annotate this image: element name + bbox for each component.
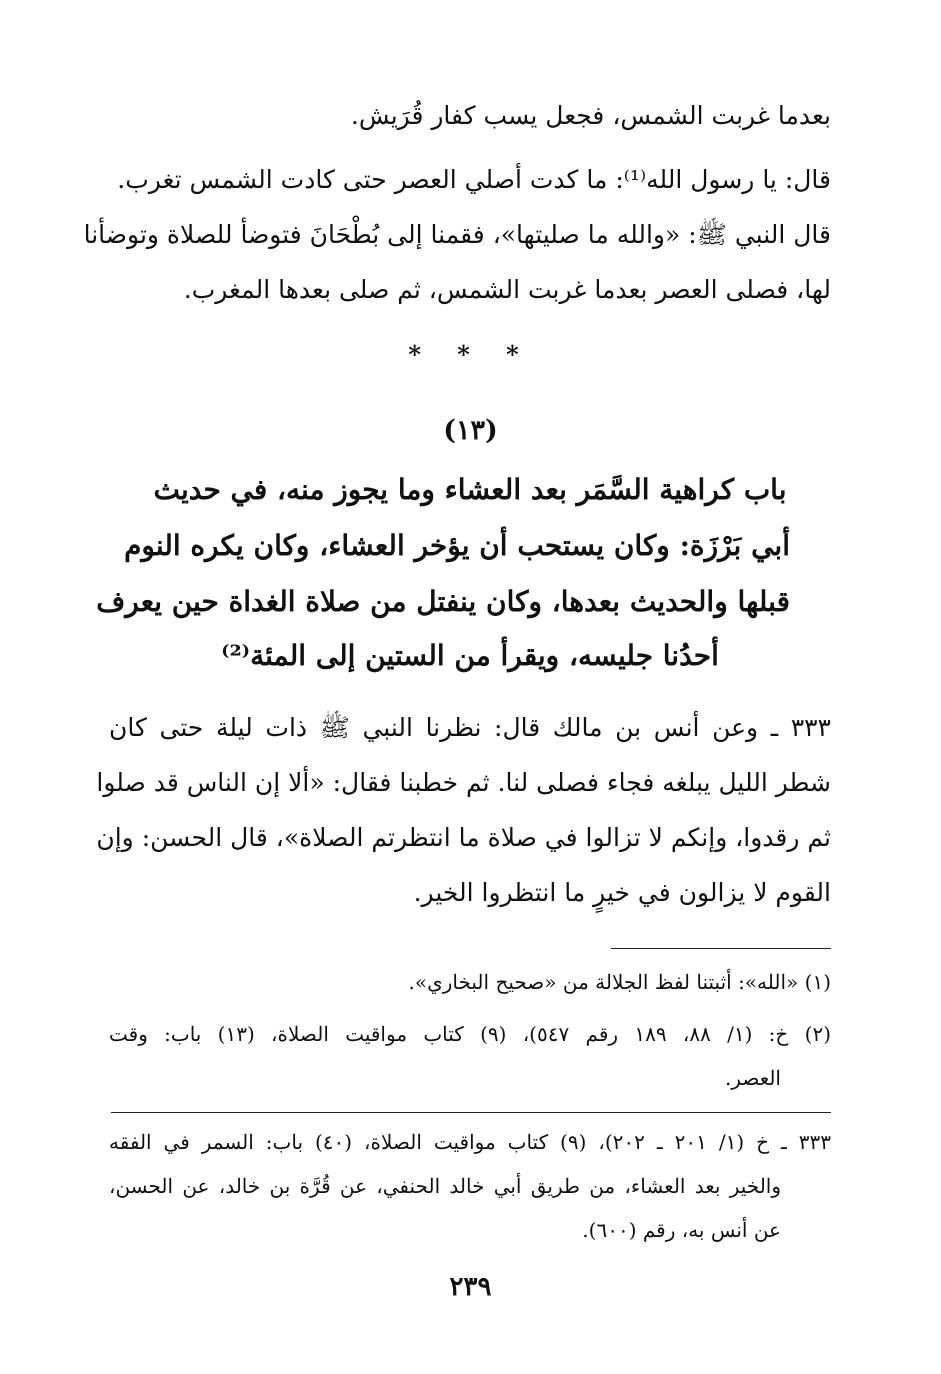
footnote-divider <box>611 948 831 949</box>
footnote-1: (١) «الله»: أثبتنا لفظ الجلالة من «صحيح البخاري». <box>408 970 831 994</box>
hadith-line-1: ٣٣٣ ـ وعن أنس بن مالك قال: نظرنا النبي ﷺ ذات ليلة حتى كان <box>109 713 831 742</box>
footnote-2-continued: العصر. <box>724 1066 781 1090</box>
footnote-2: (٢) خ: (١/ ٨٨، ١٨٩ رقم ٥٤٧)، (٩) كتاب مواقيت الصلاة، (١٣) باب: وقت <box>109 1022 831 1046</box>
body-line-1: بعدما غربت الشمس، فجعل يسب كفار قُرَيش. <box>350 101 831 130</box>
hadith-line-2: شطر الليل يبلغه فجاء فصلى لنا. ثم خطبنا فقال: «ألا إن الناس قد صلوا <box>96 768 831 797</box>
body-line-3: قال النبي ﷺ: «والله ما صليتها»، فقمنا إلى بُطْحَانَ فتوضأ للصلاة وتوضأنا <box>83 220 831 249</box>
hadith-line-4: القوم لا يزالون في خيرٍ ما انتظروا الخير. <box>413 878 831 907</box>
page-number: ٢٣٩ <box>449 1272 492 1302</box>
source-divider <box>111 1112 831 1113</box>
source-note-line-3: عن أنس به، رقم (٦٠٠). <box>582 1218 781 1242</box>
chapter-title-line-3: قبلها والحديث بعدها، وكان ينفتل من صلاة الغداة حين يعرف <box>96 585 790 618</box>
section-separator: * * * <box>408 340 533 369</box>
body-line-4: لها، فصلى العصر بعدما غربت الشمس، ثم صلى بعدها المغرب. <box>183 275 831 304</box>
chapter-title-line-4: أحدُنا جليسه، ويقرأ من الستين إلى المئة⁽²⁾ <box>221 639 719 672</box>
chapter-number: (١٣) <box>443 415 498 446</box>
hadith-line-3: ثم رقدوا، وإنكم لا تزالوا في صلاة ما انتظرتم الصلاة»، قال الحسن: وإن <box>96 823 831 852</box>
source-note-line-1: ٣٣٣ ـ خ (١/ ٢٠١ ـ ٢٠٢)، (٩) كتاب مواقيت الصلاة، (٤٠) باب: السمر في الفقه <box>109 1130 832 1154</box>
body-line-2: قال: يا رسول الله⁽¹⁾: ما كدت أصلي العصر حتى كادت الشمس تغرب. <box>117 165 831 194</box>
chapter-title-line-2: أبي بَرْزَة: وكان يستحب أن يؤخر العشاء، وكان يكره النوم <box>124 529 790 562</box>
chapter-title-line-1: باب كراهية السَّمَر بعد العشاء وما يجوز منه، في حديث <box>153 473 787 506</box>
source-note-line-2: والخير بعد العشاء، من طريق أبي خالد الحنفي، عن قُرَّة بن خالد، عن الحسن، <box>109 1174 781 1198</box>
